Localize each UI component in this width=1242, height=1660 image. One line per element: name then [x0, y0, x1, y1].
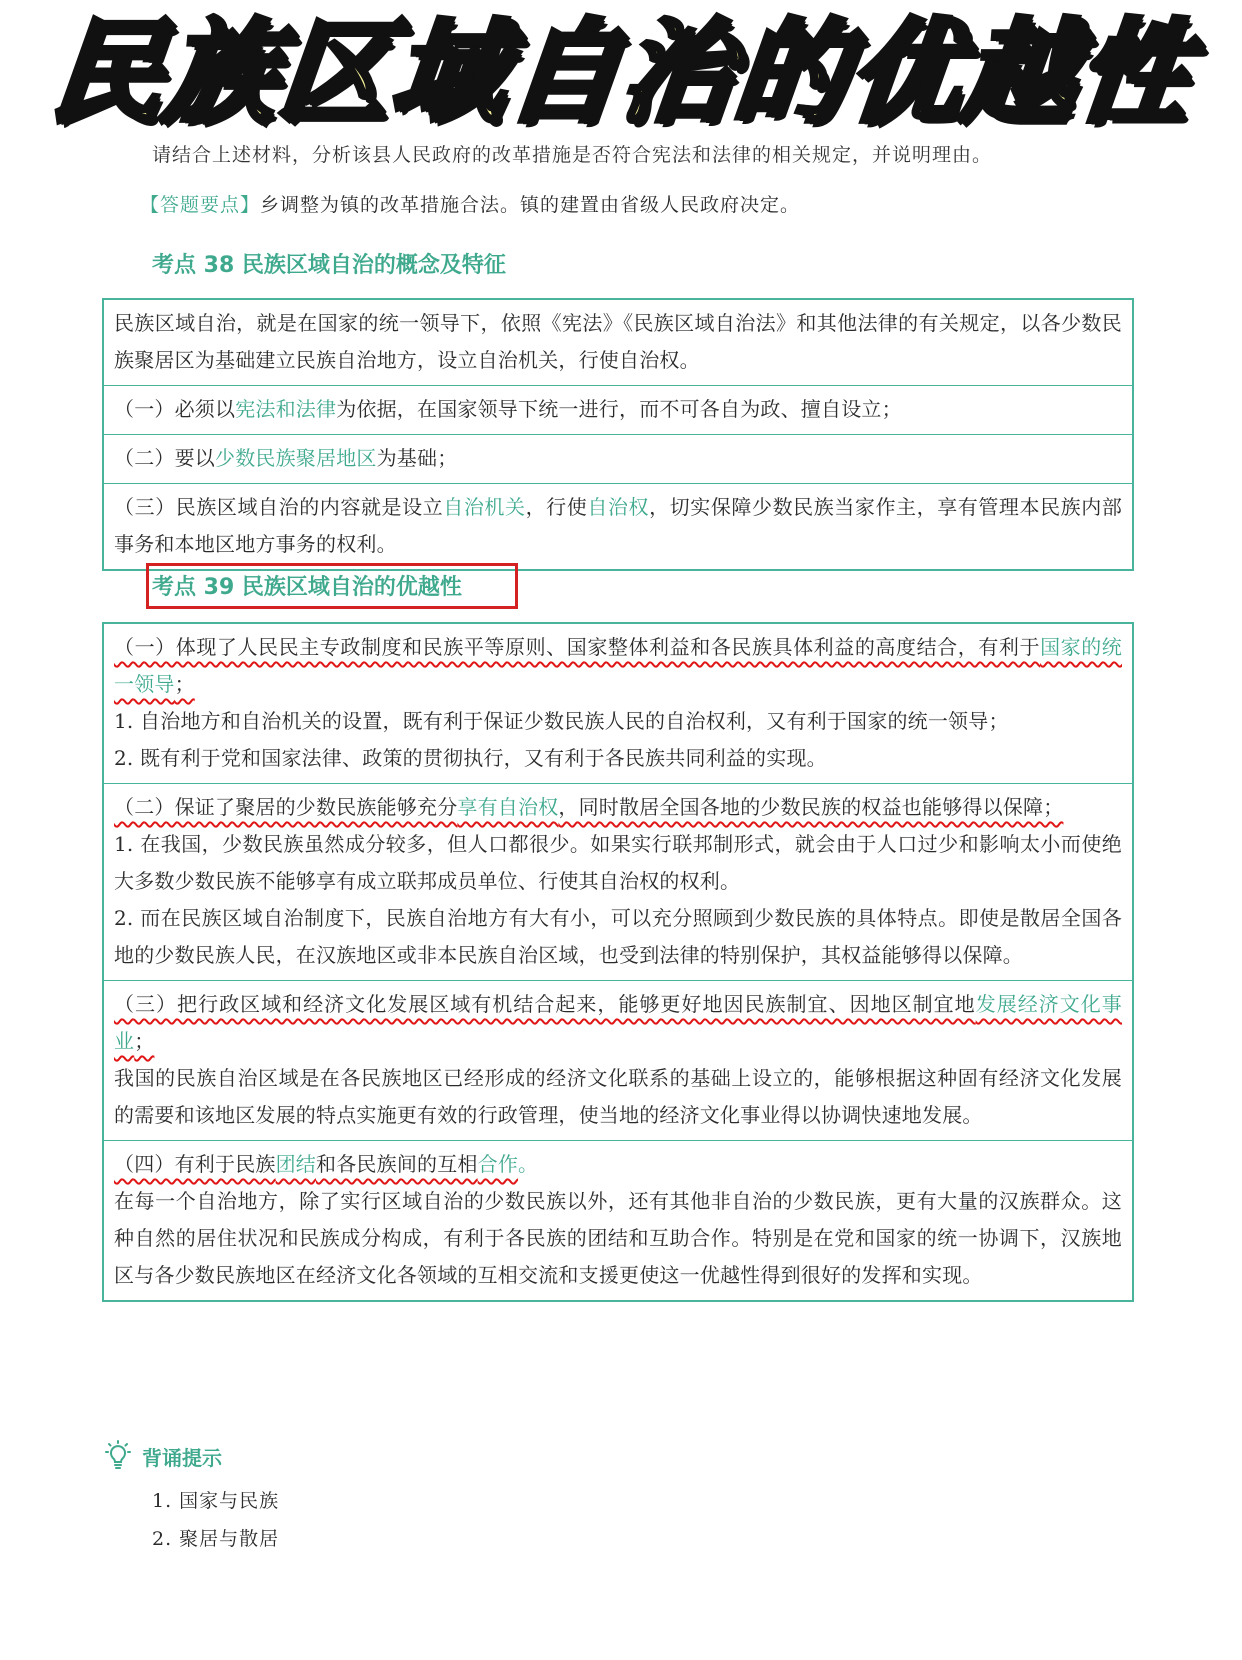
feature-1-highlight: 宪法和法律 [235, 397, 337, 421]
advantage-row-1 [104, 624, 1132, 783]
advantage-2-highlight: 享有自治权 [457, 795, 559, 819]
section-38-heading: 考点 38 民族区域自治的概念及特征 [152, 253, 506, 278]
feature-1-a: （一）必须以 [114, 397, 236, 421]
recite-tips [102, 1440, 222, 1472]
feature-2-highlight: 少数民族聚居地区 [215, 446, 377, 470]
advantage-2-a: （二）保证了聚居的少数民族能够充分 [114, 795, 458, 819]
tips-title: 背诵提示 [142, 1445, 222, 1470]
advantage-1-a: （一）体现了人民民主专政制度和民族平等原则、国家整体利益和各民族具体利益的高度结合，有利于 [114, 635, 1041, 659]
advantage-1-c: ； [174, 672, 195, 696]
feature-row-1 [104, 385, 1132, 434]
advantage-2-point-1: 1. 在我国，少数民族虽然成分较多，但人口都很少。如果实行联邦制形式，就会由于人口过少和影响太小而使绝大多数少数民族不能够享有成立联邦成员单位、行使其自治权的权利。 [114, 832, 1122, 893]
advantage-4-underlined [114, 1152, 518, 1176]
feature-2-c: 为基础； [376, 446, 458, 470]
advantage-row-2 [104, 783, 1132, 980]
advantage-2-c: ，同时散居全国各地的少数民族的权益也能够得以保障； [558, 795, 1064, 819]
advantage-4-heading [114, 1146, 1122, 1183]
advantage-4-c: 和各民族间的互相 [316, 1152, 478, 1176]
feature-1-text [114, 391, 1122, 428]
banner-title: 民族区域自治的优越性 [44, 8, 1198, 138]
tip-item-2: 2. 聚居与散居 [152, 1528, 280, 1550]
advantage-4-e: 。 [518, 1152, 539, 1176]
advantage-row-4 [104, 1140, 1132, 1300]
feature-3-highlight-1: 自治机关 [443, 495, 526, 519]
answer-text: 乡调整为镇的改革措施合法。镇的建置由省级人民政府决定。 [260, 194, 801, 216]
advantage-3-a: （三）把行政区域和经济文化发展区域有机结合起来，能够更好地因民族制宜、因地区制宜地 [114, 992, 976, 1016]
title-banner [0, 8, 1242, 138]
advantage-4-point-1: 在每一个自治地方，除了实行区域自治的少数民族以外，还有其他非自治的少数民族，更有大量的汉族群众。这种自然的居住状况和民族成分构成，有利于各民族的团结和互助合作。特别是在党和国家的统一协调下，汉族地区与各少数民族地区在经济文化各领域的互相交流和支援更使这一优越性得到很好的发挥和实现。 [114, 1189, 1122, 1287]
feature-3-a: （三）民族区域自治的内容就是设立 [114, 495, 444, 519]
answer-points [140, 190, 1150, 217]
lightbulb-icon [102, 1440, 134, 1472]
tip-item-1: 1. 国家与民族 [152, 1490, 280, 1512]
tips-list [152, 1482, 279, 1558]
advantage-1-point-2: 2. 既有利于党和国家法律、政策的贯彻执行，又有利于各民族共同利益的实现。 [114, 746, 827, 770]
feature-3-text [114, 489, 1122, 563]
answer-tag: 【答题要点】 [140, 194, 261, 216]
advantage-3-highlight: 发展经济文化事业 [114, 992, 1123, 1053]
advantage-4-highlight-1: 团结 [275, 1152, 317, 1176]
definition-text: 民族区域自治，就是在国家的统一领导下，依照《宪法》《民族区域自治法》和其他法律的有关规定，以各少数民族聚居区为基础建立民族自治地方，设立自治机关，行使自治权。 [114, 311, 1122, 372]
feature-2-text [114, 440, 1122, 477]
section-39-table [102, 622, 1134, 1302]
question-text: 请结合上述材料，分析该县人民政府的改革措施是否符合宪法和法律的相关规定，并说明理由。 [152, 144, 993, 166]
section-38-table [102, 298, 1134, 571]
feature-2-a: （二）要以 [114, 446, 215, 470]
section-39-heading: 考点 39 民族区域自治的优越性 [152, 575, 462, 600]
feature-1-c: 为依据，在国家领导下统一进行，而不可各自为政、擅自设立； [336, 397, 902, 421]
feature-3-highlight-2: 自治权 [587, 495, 650, 519]
advantage-1-highlight: 国家的统一领导 [114, 635, 1122, 696]
advantage-3-heading [114, 986, 1122, 1060]
advantage-2-heading [114, 789, 1122, 826]
feature-row-3 [104, 483, 1132, 569]
definition-row [104, 300, 1132, 385]
advantage-row-3 [104, 980, 1132, 1140]
feature-row-2 [104, 434, 1132, 483]
advantage-4-highlight-2: 合作 [477, 1152, 519, 1176]
advantage-4-a: （四）有利于民族 [114, 1152, 276, 1176]
feature-3-e: ，切实保障少数民族当家作主，享有管理本民族内部事务和本地区地方事务的权利。 [114, 495, 1123, 556]
feature-3-c: ，行使 [525, 495, 588, 519]
advantage-1-point-1: 1. 自治地方和自治机关的设置，既有利于保证少数民族人民的自治权利，又有利于国家的统一领导； [114, 709, 1009, 733]
advantage-3-c: ； [134, 1029, 155, 1053]
advantage-1-heading [114, 629, 1122, 703]
advantage-2-point-2: 2. 而在民族区域自治制度下，民族自治地方有大有小，可以充分照顾到少数民族的具体特点。即使是散居全国各地的少数民族人民，在汉族地区或非本民族自治区域，也受到法律的特别保护，其权益能够得以保障。 [114, 906, 1122, 967]
advantage-3-point-1: 我国的民族自治区域是在各民族地区已经形成的经济文化联系的基础上设立的，能够根据这种固有经济文化发展的需要和该地区发展的特点实施更有效的行政管理，使当地的经济文化事业得以协调快速地发展。 [114, 1066, 1122, 1127]
